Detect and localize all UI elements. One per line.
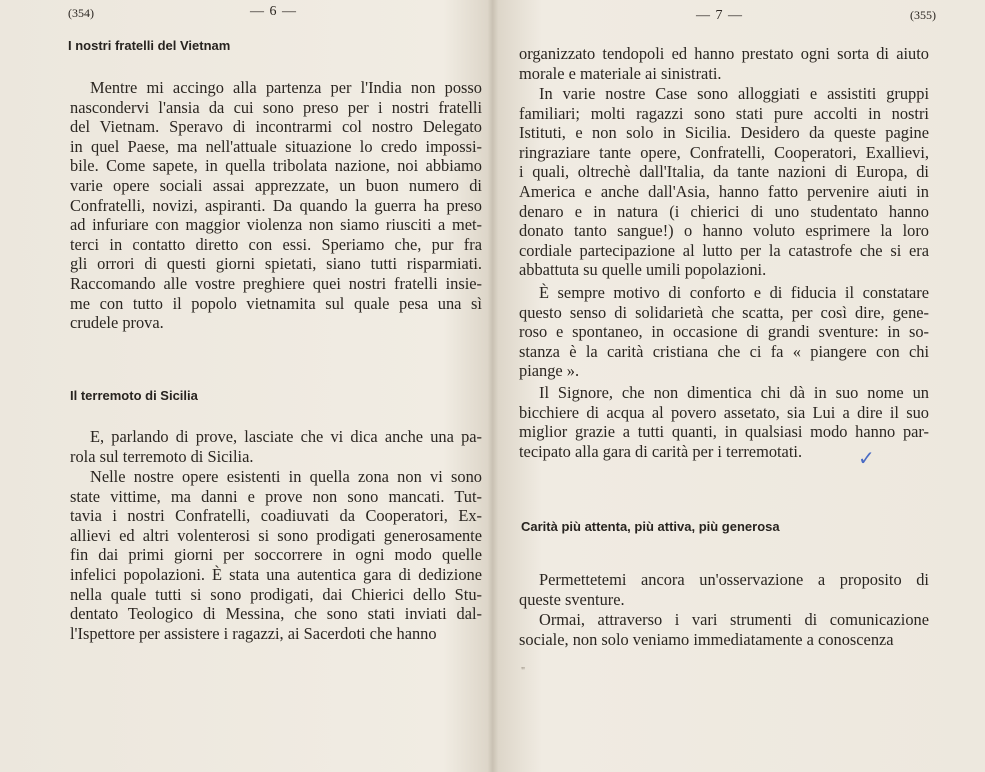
text-line: dentato Teologico di Messina, che sono stati inviati dal- — [70, 604, 482, 624]
text-line: ringraziare tante opere, Confratelli, Cooperatori, Exallievi, — [519, 142, 929, 162]
text-line: ad infuriare con maggior violenza non siamo riusciti a met- — [70, 215, 482, 235]
text-line: E, parlando di prove, lasciate che vi dica anche una pa- — [90, 427, 482, 446]
text-line: l'Ispettore per assistere i ragazzi, ai Sacerdoti che hanno — [70, 623, 437, 643]
paragraph-sicilia-intro — [70, 427, 482, 466]
text-line: terci in contatto diretto con essi. Speriamo che, pur fra — [70, 234, 482, 254]
text-line: Mentre mi accingo alla partenza per l'India non posso — [90, 78, 482, 97]
text-line: È sempre motivo di conforto e di fiducia il constatare — [539, 283, 929, 302]
text-line: state vittime, ma danni e prove non sono mancati. Tut- — [70, 486, 482, 506]
text-line: roso e spontaneo, in occasione di grandi sventure: in so- — [519, 322, 929, 342]
footer-mark: " — [521, 666, 526, 677]
paragraph-sicilia-body — [70, 467, 482, 643]
paragraph-observation — [519, 570, 929, 609]
section-title-vietnam: I nostri fratelli del Vietnam — [68, 38, 231, 53]
text-line: me con tutto il popolo vietnamita sul quale pesa una sì — [70, 293, 482, 313]
text-line: bile. Come sapete, in quella tribolata nazione, noi abbiamo — [70, 156, 482, 176]
text-line: Permettetemi ancora un'osservazione a proposito di — [539, 570, 929, 589]
text-line: Confratelli, novizi, aspiranti. Da quando la guerra ha preso — [70, 195, 482, 215]
text-line: familiari; molti ragazzi sono stati pure accolti in nostri — [519, 103, 929, 123]
text-line: Raccomando alle vostre preghiere quei nostri fratelli insie- — [70, 273, 482, 293]
text-line: Ormai, attraverso i vari strumenti di comunicazione — [539, 610, 929, 629]
paragraph-vietnam — [70, 78, 482, 333]
text-line: morale e materiale ai sinistrati. — [519, 63, 722, 83]
section-title-sicilia: Il terremoto di Sicilia — [70, 388, 198, 403]
paragraph-solidarity — [519, 283, 929, 381]
text-line: i quali, oltrechè dall'Italia, da tante nazioni di Europa, di — [519, 162, 929, 182]
text-line: America e anche dall'Asia, hanno fatto pervenire aiuti in — [519, 181, 929, 201]
text-line: allievi ed altri volenterosi si sono prodigati generosamente — [70, 525, 482, 545]
text-line: denaro e in natura (i chierici di uno studentato hanno — [519, 201, 929, 221]
text-line: In varie nostre Case sono alloggiati e assistiti gruppi — [539, 84, 929, 103]
left-page-number: — 6 — — [250, 4, 297, 19]
text-line: fin dai primi giorni per soccorrere in ogni modo quelle — [70, 545, 482, 565]
paragraph-media — [519, 610, 929, 649]
text-line: infelici popolazioni. È stata una autentica gara di dedizione — [70, 564, 482, 584]
text-line: crudele prova. — [70, 313, 164, 333]
paragraph-thanks — [519, 84, 929, 280]
text-line: abbattuta su quelle umili popolazioni. — [519, 260, 767, 280]
left-header-number: (354) — [68, 6, 94, 20]
handwritten-check-mark: ✓ — [858, 446, 875, 470]
section-title-carita: Carità più attenta, più attiva, più generosa — [521, 519, 780, 534]
text-line: Istituti, e non solo in Sicilia. Desidero da queste pagine — [519, 123, 929, 143]
text-line: questo senso di solidarietà che scatta, per così dire, gene- — [519, 302, 929, 322]
right-page — [494, 0, 985, 772]
text-line: del Vietnam. Speravo di incontrarmi col nostro Delegato — [70, 117, 482, 137]
paragraph-continuation — [519, 44, 929, 83]
text-line: queste sventure. — [519, 589, 625, 609]
right-header-number: (355) — [910, 8, 936, 22]
text-line: nella quale tutti si sono prodigati, dai Chierici dello Stu- — [70, 584, 482, 604]
text-line: miglior grazie a tutti quanti, in qualsiasi modo hanno par- — [519, 422, 929, 442]
text-line: donato tanto sangue!) o hanno voluto esprimere la loro — [519, 221, 929, 241]
text-line: tavia i nostri Confratelli, coadiuvati da Cooperatori, Ex- — [70, 506, 482, 526]
text-line: stanza è la carità cristiana che ci fa « piangere con chi — [519, 341, 929, 361]
text-line: Il Signore, che non dimentica chi dà in suo nome un — [539, 383, 929, 402]
text-line: cordiale partecipazione al lutto per la catastrofe che si era — [519, 240, 929, 260]
text-line: rola sul terremoto di Sicilia. — [70, 446, 254, 466]
text-line: organizzato tendopoli ed hanno prestato ogni sorta di aiuto — [519, 44, 929, 63]
text-line: bicchiere di acqua al povero assetato, sia Lui a dire il suo — [519, 402, 929, 422]
text-line: sociale, non solo veniamo immediatamente a conoscenza — [519, 629, 894, 649]
text-line: nascondervi l'ansia da cui sono preso per i nostri fratelli — [70, 97, 482, 117]
right-page-number: — 7 — — [696, 8, 743, 23]
text-line: in quel Paese, ma nell'attuale situazione lo credo impossi- — [70, 136, 482, 156]
text-line: gli orrori di questi giorni spietati, siano tutti risparmiati. — [70, 254, 482, 274]
text-line: piange ». — [519, 361, 580, 381]
text-line: tecipato alla gara di carità per i terremotati. — [519, 441, 803, 461]
text-line: varie opere sociali assai apprezzate, un buon numero di — [70, 175, 482, 195]
text-line: Nelle nostre opere esistenti in quella zona non vi sono — [90, 467, 482, 486]
left-page — [0, 0, 492, 772]
